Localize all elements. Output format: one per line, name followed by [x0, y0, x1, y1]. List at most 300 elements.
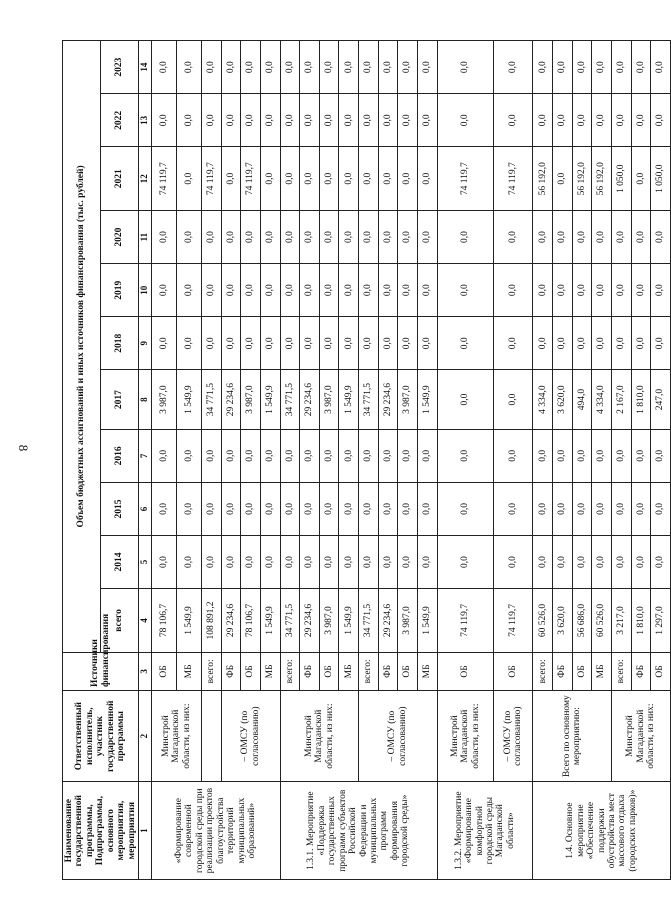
row-value: 0,0 — [319, 211, 339, 264]
row-source: МБ — [417, 652, 437, 690]
row-value: 0,0 — [437, 41, 494, 94]
row-value: 0,0 — [177, 535, 202, 588]
row-value: 0,0 — [417, 211, 437, 264]
row-value: 0,0 — [241, 94, 261, 147]
row-source: МБ — [177, 652, 202, 690]
row-value: 0,0 — [553, 264, 573, 317]
header-index: 11 — [139, 211, 152, 264]
row-source: МБ — [592, 652, 612, 690]
row-value: 3 620,0 — [553, 370, 573, 429]
row-value: 0,0 — [553, 535, 573, 588]
row-responsible: Минстрой Магаданской области, из них: — [437, 691, 494, 782]
row-value: 0,0 — [339, 482, 359, 535]
row-value: 0,0 — [494, 370, 533, 429]
row-value: 0,0 — [151, 317, 176, 370]
row-value: 0,0 — [151, 264, 176, 317]
table-row — [437, 41, 494, 880]
table-row — [221, 41, 241, 880]
row-value: 0,0 — [494, 317, 533, 370]
row-value: 4 334,0 — [592, 370, 612, 429]
row-value: 0,0 — [319, 429, 339, 482]
row-value: 0,0 — [494, 535, 533, 588]
header-year: 2016 — [101, 429, 139, 482]
row-value: 0,0 — [533, 264, 553, 317]
row-value: 0,0 — [398, 429, 418, 482]
table-row — [359, 41, 379, 880]
row-name: 1.3.1. Мероприятие «Поддержка государственных программ субъектов Российской Федерации и муниципальных программ формирования городской среды» — [280, 782, 437, 880]
row-value: 0,0 — [241, 317, 261, 370]
row-value: 0,0 — [572, 211, 592, 264]
row-value: 0,0 — [417, 535, 437, 588]
row-value: 0,0 — [359, 264, 379, 317]
row-source: ОБ — [241, 652, 261, 690]
row-responsible — [202, 691, 222, 782]
row-value: 0,0 — [177, 147, 202, 211]
row-source: ОБ — [572, 652, 592, 690]
row-value: 0,0 — [611, 535, 631, 588]
row-value: 0,0 — [417, 41, 437, 94]
header-index: 5 — [139, 535, 152, 588]
row-value: 1 549,9 — [417, 370, 437, 429]
header-index: 10 — [139, 264, 152, 317]
row-value: 74 119,7 — [241, 147, 261, 211]
row-value: 0,0 — [319, 264, 339, 317]
row-value: 0,0 — [177, 41, 202, 94]
row-value: 29 234,6 — [378, 370, 398, 429]
row-value: 0,0 — [260, 317, 280, 370]
row-value: 29 234,6 — [221, 370, 241, 429]
row-value: 0,0 — [300, 41, 320, 94]
table-row — [280, 41, 300, 880]
row-value: 0,0 — [533, 535, 553, 588]
row-value: 0,0 — [241, 264, 261, 317]
header-year: 2017 — [101, 370, 139, 429]
row-value: 0,0 — [398, 482, 418, 535]
row-value: 74 119,7 — [494, 147, 533, 211]
row-value: 0,0 — [378, 264, 398, 317]
row-value: 0,0 — [553, 41, 573, 94]
row-value: 0,0 — [533, 94, 553, 147]
row-value: 0,0 — [611, 482, 631, 535]
row-value: 0,0 — [202, 482, 222, 535]
row-responsible: – ОМСУ (по согласованию) — [221, 691, 280, 782]
row-value: 0,0 — [202, 264, 222, 317]
row-value: 0,0 — [592, 482, 612, 535]
row-value: 0,0 — [319, 41, 339, 94]
table-row — [494, 41, 533, 880]
row-source: всего: — [280, 652, 300, 690]
row-value: 0,0 — [359, 317, 379, 370]
row-value: 1 549,9 — [260, 589, 280, 653]
row-value: 0,0 — [241, 482, 261, 535]
header-year: всего — [101, 589, 139, 653]
row-value: 0,0 — [631, 211, 651, 264]
row-value: 0,0 — [202, 535, 222, 588]
row-value: 0,0 — [221, 429, 241, 482]
row-value: 4 334,0 — [533, 370, 553, 429]
row-value: 0,0 — [260, 482, 280, 535]
row-value: 56 192,0 — [572, 147, 592, 211]
row-value: 0,0 — [378, 41, 398, 94]
row-value: 0,0 — [280, 317, 300, 370]
row-value: 0,0 — [417, 147, 437, 211]
row-source: ОБ — [651, 652, 671, 690]
header-year: 2023 — [101, 41, 139, 94]
header-index: 6 — [139, 482, 152, 535]
row-value: 0,0 — [359, 147, 379, 211]
row-value: 1 549,9 — [417, 589, 437, 653]
row-source: всего: — [359, 652, 379, 690]
row-value: 74 119,7 — [437, 589, 494, 653]
row-value: 0,0 — [417, 317, 437, 370]
header-year: 2022 — [101, 94, 139, 147]
row-value: 0,0 — [631, 264, 651, 317]
row-value: 0,0 — [339, 317, 359, 370]
row-source: всего: — [202, 652, 222, 690]
row-value: 0,0 — [437, 429, 494, 482]
row-responsible: Минстрой Магаданской области, из них: — [611, 691, 670, 782]
row-responsible: – ОМСУ (по согласованию) — [359, 691, 438, 782]
row-value: 0,0 — [572, 535, 592, 588]
row-source: всего: — [533, 652, 553, 690]
page-number: 8 — [16, 444, 31, 452]
row-value: 0,0 — [533, 41, 553, 94]
row-value: 74 119,7 — [151, 147, 176, 211]
row-source: всего: — [611, 652, 631, 690]
row-value: 0,0 — [221, 535, 241, 588]
row-value: 0,0 — [494, 429, 533, 482]
row-value: 29 234,6 — [300, 589, 320, 653]
header-index: 14 — [139, 41, 152, 94]
row-value: 0,0 — [533, 317, 553, 370]
row-value: 0,0 — [611, 94, 631, 147]
row-value: 0,0 — [241, 41, 261, 94]
row-value: 1 050,0 — [651, 147, 671, 211]
row-value: 0,0 — [280, 147, 300, 211]
row-value: 0,0 — [417, 482, 437, 535]
row-value: 0,0 — [319, 535, 339, 588]
header-year: 2019 — [101, 264, 139, 317]
row-value: 0,0 — [611, 264, 631, 317]
row-value: 0,0 — [572, 264, 592, 317]
row-source: ОБ — [398, 652, 418, 690]
row-responsible: Минстрой Магаданской области, из них: — [151, 691, 201, 782]
row-value: 0,0 — [533, 429, 553, 482]
row-value: 0,0 — [260, 211, 280, 264]
row-value: 74 119,7 — [437, 147, 494, 211]
row-value: 0,0 — [177, 317, 202, 370]
row-value: 0,0 — [151, 429, 176, 482]
header-index: 2 — [139, 691, 152, 782]
row-value: 0,0 — [319, 482, 339, 535]
row-value: 0,0 — [151, 94, 176, 147]
row-value: 0,0 — [280, 94, 300, 147]
row-value: 34 771,5 — [359, 589, 379, 653]
row-name: «Формирование современной городской среды при реализации проектов благоустройства территорий муниципальных образований» — [151, 782, 280, 880]
row-value: 0,0 — [631, 482, 651, 535]
row-value: 0,0 — [221, 317, 241, 370]
row-value: 0,0 — [221, 211, 241, 264]
row-value: 0,0 — [202, 317, 222, 370]
row-value: 0,0 — [494, 211, 533, 264]
row-value: 0,0 — [151, 535, 176, 588]
row-value: 0,0 — [151, 41, 176, 94]
row-value: 29 234,6 — [221, 589, 241, 653]
row-source: ФБ — [300, 652, 320, 690]
row-value: 0,0 — [300, 317, 320, 370]
row-source: ОБ — [319, 652, 339, 690]
row-value: 0,0 — [651, 41, 671, 94]
row-value: 0,0 — [260, 147, 280, 211]
row-value: 0,0 — [221, 147, 241, 211]
row-value: 0,0 — [260, 94, 280, 147]
row-value: 0,0 — [572, 429, 592, 482]
row-value: 1 549,9 — [177, 589, 202, 653]
row-value: 0,0 — [319, 94, 339, 147]
row-source: ФБ — [553, 652, 573, 690]
row-value: 0,0 — [177, 264, 202, 317]
row-value: 1 050,0 — [611, 147, 631, 211]
row-value: 0,0 — [241, 535, 261, 588]
row-value: 0,0 — [572, 94, 592, 147]
row-value: 0,0 — [437, 211, 494, 264]
row-value: 0,0 — [398, 41, 418, 94]
rotated-table-container — [62, 40, 666, 880]
table-row — [533, 41, 553, 880]
row-value: 0,0 — [202, 94, 222, 147]
row-value: 0,0 — [378, 211, 398, 264]
row-value: 0,0 — [378, 429, 398, 482]
row-value: 0,0 — [221, 482, 241, 535]
row-value: 0,0 — [339, 94, 359, 147]
row-value: 0,0 — [280, 535, 300, 588]
row-value: 0,0 — [631, 429, 651, 482]
row-value: 0,0 — [202, 429, 222, 482]
row-value: 0,0 — [553, 147, 573, 211]
row-value: 0,0 — [651, 482, 671, 535]
row-value: 0,0 — [572, 317, 592, 370]
row-value: 0,0 — [553, 482, 573, 535]
row-value: 0,0 — [378, 317, 398, 370]
row-value: 0,0 — [260, 264, 280, 317]
row-value: 60 526,0 — [592, 589, 612, 653]
header-source: Источники финансирования — [63, 652, 139, 690]
row-value: 0,0 — [592, 317, 612, 370]
row-value: 0,0 — [339, 264, 359, 317]
row-value: 0,0 — [592, 535, 612, 588]
row-value: 0,0 — [651, 535, 671, 588]
row-value: 0,0 — [651, 211, 671, 264]
row-value: 3 987,0 — [151, 370, 176, 429]
header-index: 7 — [139, 429, 152, 482]
row-value: 0,0 — [437, 535, 494, 588]
row-value: 0,0 — [300, 535, 320, 588]
row-value: 0,0 — [359, 429, 379, 482]
row-value: 0,0 — [631, 317, 651, 370]
row-value: 29 234,6 — [378, 589, 398, 653]
table-header — [63, 41, 152, 880]
row-value: 0,0 — [241, 429, 261, 482]
row-value: 0,0 — [417, 429, 437, 482]
row-source: ФБ — [221, 652, 241, 690]
row-value: 1 297,0 — [651, 589, 671, 653]
row-value: 0,0 — [494, 264, 533, 317]
header-year: 2021 — [101, 147, 139, 211]
row-value: 0,0 — [611, 317, 631, 370]
row-value: 34 771,5 — [280, 370, 300, 429]
row-value: 56 686,0 — [572, 589, 592, 653]
row-value: 0,0 — [359, 482, 379, 535]
row-value: 0,0 — [300, 211, 320, 264]
row-value: 0,0 — [280, 429, 300, 482]
row-value: 0,0 — [437, 370, 494, 429]
row-value: 1 549,9 — [339, 589, 359, 653]
row-value: 1 810,0 — [631, 370, 651, 429]
row-value: 0,0 — [533, 482, 553, 535]
header-responsible: Ответственный исполнитель, участник государственной программы — [63, 691, 139, 782]
row-value: 0,0 — [398, 317, 418, 370]
row-value: 60 526,0 — [533, 589, 553, 653]
row-value: 108 891,2 — [202, 589, 222, 653]
row-value: 0,0 — [553, 317, 573, 370]
row-responsible: Всего по основному мероприятию: — [533, 691, 612, 782]
row-source: ФБ — [378, 652, 398, 690]
row-value: 1 810,0 — [631, 589, 651, 653]
row-value: 0,0 — [177, 94, 202, 147]
row-value: 0,0 — [300, 482, 320, 535]
table-row — [611, 41, 631, 880]
row-value: 0,0 — [592, 41, 612, 94]
row-value: 0,0 — [631, 535, 651, 588]
row-value: 0,0 — [572, 41, 592, 94]
row-value: 0,0 — [398, 264, 418, 317]
header-index: 8 — [139, 370, 152, 429]
row-value: 0,0 — [339, 147, 359, 211]
row-value: 0,0 — [339, 211, 359, 264]
row-value: 0,0 — [260, 41, 280, 94]
row-value: 3 987,0 — [319, 370, 339, 429]
header-year: 2014 — [101, 535, 139, 588]
header-index: 9 — [139, 317, 152, 370]
row-value: 0,0 — [437, 317, 494, 370]
row-value: 0,0 — [553, 94, 573, 147]
row-value: 0,0 — [611, 211, 631, 264]
row-value: 0,0 — [631, 94, 651, 147]
header-index: 13 — [139, 94, 152, 147]
header-index: 12 — [139, 147, 152, 211]
row-value: 0,0 — [221, 264, 241, 317]
row-source: МБ — [260, 652, 280, 690]
row-source: ФБ — [631, 652, 651, 690]
row-value: 0,0 — [533, 211, 553, 264]
row-source: ОБ — [437, 652, 494, 690]
row-value: 0,0 — [300, 147, 320, 211]
row-value: 74 119,7 — [494, 589, 533, 653]
row-value: 3 987,0 — [319, 589, 339, 653]
header-year: 2018 — [101, 317, 139, 370]
row-value: 3 217,0 — [611, 589, 631, 653]
row-source: МБ — [339, 652, 359, 690]
row-value: 0,0 — [398, 147, 418, 211]
row-value: 0,0 — [592, 211, 612, 264]
row-value: 3 987,0 — [241, 370, 261, 429]
row-value: 0,0 — [437, 94, 494, 147]
row-value: 0,0 — [177, 429, 202, 482]
row-value: 0,0 — [378, 482, 398, 535]
row-value: 0,0 — [437, 264, 494, 317]
row-name: 1.4. Основное мероприятие «Обеспечение поддержки обустройства мест массового отдыха (городских парков)» — [533, 782, 671, 880]
row-value: 0,0 — [359, 211, 379, 264]
row-value: 0,0 — [572, 482, 592, 535]
row-value: 0,0 — [651, 317, 671, 370]
row-value: 0,0 — [611, 429, 631, 482]
row-value: 0,0 — [592, 94, 612, 147]
header-index: 3 — [139, 652, 152, 690]
row-value: 0,0 — [280, 482, 300, 535]
row-value: 0,0 — [378, 94, 398, 147]
row-value: 0,0 — [260, 535, 280, 588]
row-value: 1 549,9 — [177, 370, 202, 429]
row-value: 0,0 — [280, 211, 300, 264]
header-index: 1 — [139, 782, 152, 880]
row-value: 0,0 — [359, 94, 379, 147]
row-value: 0,0 — [359, 535, 379, 588]
row-value: 0,0 — [494, 94, 533, 147]
row-value: 0,0 — [300, 94, 320, 147]
row-value: 0,0 — [553, 211, 573, 264]
row-value: 0,0 — [339, 41, 359, 94]
row-value: 0,0 — [651, 264, 671, 317]
row-value: 0,0 — [359, 41, 379, 94]
row-value: 0,0 — [651, 429, 671, 482]
funding-table — [62, 40, 671, 880]
row-value: 0,0 — [177, 211, 202, 264]
header-funding: Объем бюджетных ассигнований и иных источников финансирования (тыс. рублей) — [63, 41, 101, 653]
row-value: 0,0 — [398, 211, 418, 264]
row-value: 0,0 — [378, 535, 398, 588]
row-value: 3 620,0 — [553, 589, 573, 653]
table-row — [151, 41, 176, 880]
row-responsible: – ОМСУ (по согласованию) — [494, 691, 533, 782]
table-row — [202, 41, 222, 880]
row-value: 2 167,0 — [611, 370, 631, 429]
row-source: ОБ — [151, 652, 176, 690]
table-body — [151, 41, 670, 880]
row-value: 0,0 — [631, 41, 651, 94]
row-value: 78 106,7 — [151, 589, 176, 653]
row-value: 0,0 — [151, 211, 176, 264]
row-value: 0,0 — [592, 429, 612, 482]
row-value: 1 549,9 — [339, 370, 359, 429]
row-value: 0,0 — [437, 482, 494, 535]
row-value: 0,0 — [339, 429, 359, 482]
header-name: Наименование государственной программы, Подпрограммы, основного мероприятия, мероприятия — [63, 782, 139, 880]
row-value: 0,0 — [378, 147, 398, 211]
row-value: 74 119,7 — [202, 147, 222, 211]
row-value: 3 987,0 — [398, 370, 418, 429]
row-value: 29 234,6 — [300, 370, 320, 429]
row-value: 247,0 — [651, 370, 671, 429]
row-value: 0,0 — [280, 264, 300, 317]
row-value: 0,0 — [494, 482, 533, 535]
row-name: 1.3.2. Мероприятие «Формирование комфортной городской среды Магаданской области» — [437, 782, 533, 880]
row-value: 0,0 — [417, 94, 437, 147]
row-value: 0,0 — [202, 211, 222, 264]
row-value: 0,0 — [592, 264, 612, 317]
row-value: 3 987,0 — [398, 589, 418, 653]
row-value: 56 192,0 — [592, 147, 612, 211]
row-source: ОБ — [494, 652, 533, 690]
